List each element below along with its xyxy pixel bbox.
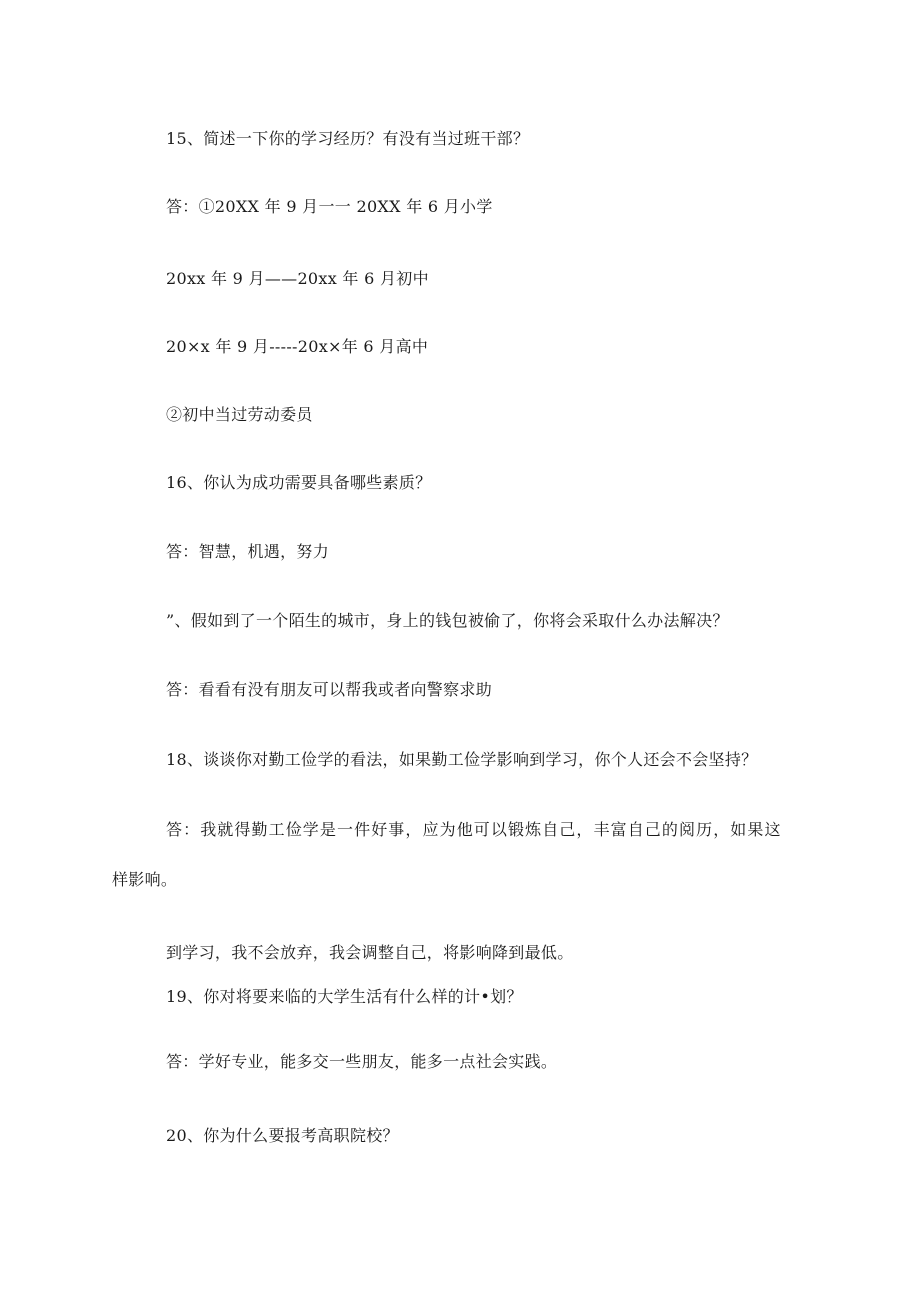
question-16: 16、你认为成功需要具备哪些素质？ xyxy=(166,473,432,492)
question-19: 19、你对将要来临的大学生活有什么样的计•划？ xyxy=(166,987,523,1006)
answer-16: 答：智慧，机遇，努力 xyxy=(166,542,330,561)
answer-15-line-4: ②初中当过劳动委员 xyxy=(166,405,313,424)
question-17: ”、假如到了一个陌生的城市，身上的钱包被偷了，你将会采取什么办法解决？ xyxy=(166,611,729,630)
question-18: 18、谈谈你对勤工俭学的看法，如果勤工俭学影响到学习，你个人还会不会坚持？ xyxy=(166,750,758,769)
answer-18-line-2: 样影响。 xyxy=(112,870,178,889)
question-15: 15、简述一下你的学习经历？有没有当过班干部？ xyxy=(166,129,530,148)
answer-15-line-3: 20×x 年 9 月-----20x×年 6 月高中 xyxy=(166,337,429,356)
answer-18-line-3: 到学习，我不会放弃，我会调整自己，将影响降到最低。 xyxy=(166,943,574,962)
answer-15-line-1: 答：①20XX 年 9 月一一 20XX 年 6 月小学 xyxy=(166,197,493,216)
answer-17: 答：看看有没有朋友可以帮我或者向警察求助 xyxy=(166,680,493,699)
question-20: 20、你为什么要报考高职院校？ xyxy=(166,1126,399,1145)
answer-19: 答：学好专业，能多交一些朋友，能多一点社会实践。 xyxy=(166,1052,558,1071)
answer-18-line-1: 答：我就得勤工俭学是一件好事，应为他可以锻炼自己，丰富自己的阅历，如果这 xyxy=(166,820,782,839)
answer-15-line-2: 20xx 年 9 月——20xx 年 6 月初中 xyxy=(166,269,429,288)
